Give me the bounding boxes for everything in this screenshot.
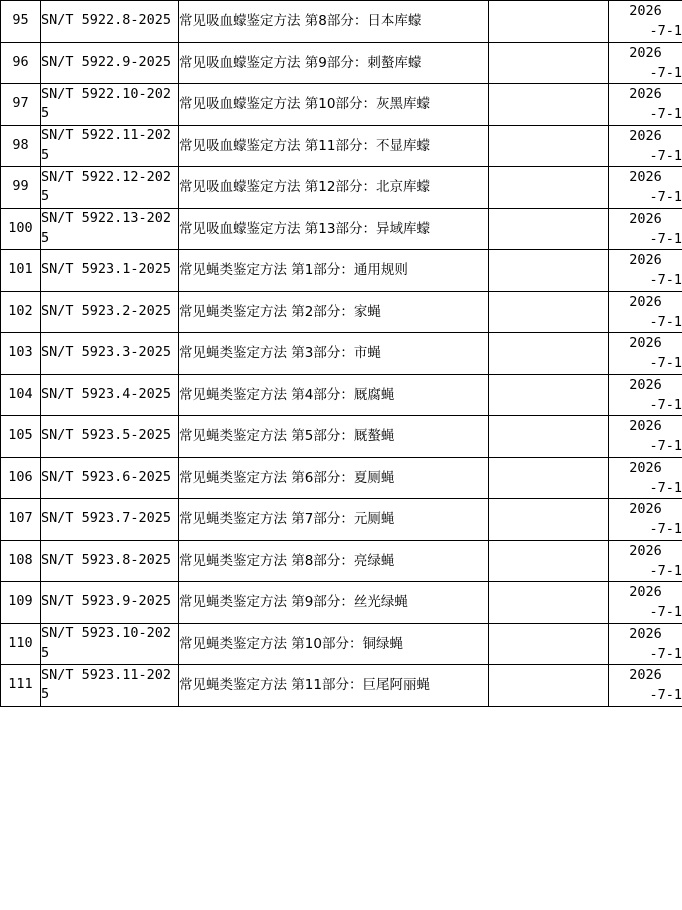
standard-title: 常见吸血蠓鉴定方法 第13部分：异域库蠓 (179, 208, 489, 250)
replaced-standard (489, 623, 609, 665)
table-row (1, 167, 682, 209)
date-year: 2026 (629, 252, 662, 268)
date-year: 2026 (629, 584, 662, 600)
standard-title: 常见蝇类鉴定方法 第10部分：铜绿蝇 (179, 623, 489, 665)
standard-code: SN/T 5922.8-2025 (41, 1, 179, 43)
replaced-standard (489, 250, 609, 292)
standard-code: SN/T 5923.4-2025 (41, 374, 179, 416)
date-monthday: -7-1 (649, 645, 682, 662)
row-number: 109 (1, 582, 41, 624)
replaced-standard (489, 125, 609, 167)
standard-title: 常见吸血蠓鉴定方法 第8部分：日本库蠓 (179, 1, 489, 43)
date-year: 2026 (629, 86, 662, 102)
standard-code: SN/T 5922.9-2025 (41, 42, 179, 84)
replaced-standard (489, 208, 609, 250)
date-monthday: -7-1 (649, 313, 682, 330)
standard-code: SN/T 5923.1-2025 (41, 250, 179, 292)
table-row (1, 208, 682, 250)
date-year: 2026 (629, 459, 662, 476)
table-row (1, 499, 682, 541)
date-year: 2026 (629, 667, 662, 683)
row-number: 102 (1, 291, 41, 333)
table-row (1, 374, 682, 416)
implementation-date (609, 540, 682, 582)
standard-title: 常见吸血蠓鉴定方法 第12部分：北京库蠓 (179, 167, 489, 209)
implementation-date (609, 582, 682, 624)
date-monthday: -7-1 (649, 189, 682, 206)
row-number: 95 (1, 1, 41, 43)
implementation-date (609, 42, 682, 84)
replaced-standard (489, 582, 609, 624)
standard-title: 常见蝇类鉴定方法 第11部分：巨尾阿丽蝇 (179, 665, 489, 707)
implementation-date (609, 125, 682, 167)
row-number: 103 (1, 333, 41, 375)
standard-code: SN/T 5922.13-2025 (41, 208, 179, 250)
table-row (1, 623, 682, 665)
date-year: 2026 (629, 44, 662, 61)
implementation-date (609, 250, 682, 292)
date-year: 2026 (629, 169, 662, 185)
standard-code: SN/T 5923.3-2025 (41, 333, 179, 375)
date-monthday: -7-1 (649, 562, 682, 579)
date-year: 2026 (629, 376, 662, 393)
standard-code: SN/T 5923.7-2025 (41, 499, 179, 541)
date-monthday: -7-1 (649, 230, 682, 247)
standard-code: SN/T 5923.6-2025 (41, 457, 179, 499)
standard-title: 常见蝇类鉴定方法 第9部分：丝光绿蝇 (179, 582, 489, 624)
date-monthday: -7-1 (649, 23, 682, 40)
replaced-standard (489, 457, 609, 499)
date-monthday: -7-1 (649, 521, 682, 538)
standard-code: SN/T 5923.8-2025 (41, 540, 179, 582)
standard-title: 常见蝇类鉴定方法 第6部分：夏厕蝇 (179, 457, 489, 499)
standard-code: SN/T 5923.5-2025 (41, 416, 179, 458)
date-year: 2026 (629, 501, 662, 517)
date-monthday: -7-1 (649, 396, 682, 413)
standard-title: 常见蝇类鉴定方法 第1部分：通用规则 (179, 250, 489, 292)
standard-title: 常见吸血蠓鉴定方法 第10部分：灰黑库蠓 (179, 84, 489, 126)
implementation-date (609, 208, 682, 250)
standard-title: 常见吸血蠓鉴定方法 第11部分：不显库蠓 (179, 125, 489, 167)
implementation-date (609, 1, 682, 43)
table-row (1, 291, 682, 333)
table-row (1, 540, 682, 582)
row-number: 110 (1, 623, 41, 665)
standard-title: 常见蝇类鉴定方法 第2部分：家蝇 (179, 291, 489, 333)
replaced-standard (489, 665, 609, 707)
date-monthday: -7-1 (649, 272, 682, 289)
implementation-date (609, 416, 682, 458)
row-number: 104 (1, 374, 41, 416)
replaced-standard (489, 333, 609, 375)
table-row (1, 582, 682, 624)
row-number: 111 (1, 665, 41, 707)
date-year: 2026 (629, 335, 662, 351)
replaced-standard (489, 416, 609, 458)
standard-code: SN/T 5922.11-2025 (41, 125, 179, 167)
replaced-standard (489, 499, 609, 541)
implementation-date (609, 623, 682, 665)
replaced-standard (489, 84, 609, 126)
standard-title: 常见蝇类鉴定方法 第3部分：市蝇 (179, 333, 489, 375)
table-row (1, 125, 682, 167)
implementation-date (609, 374, 682, 416)
standard-code: SN/T 5923.11-2025 (41, 665, 179, 707)
date-monthday: -7-1 (649, 64, 682, 81)
standard-code: SN/T 5922.10-2025 (41, 84, 179, 126)
row-number: 97 (1, 84, 41, 126)
standard-title: 常见蝇类鉴定方法 第5部分：厩螯蝇 (179, 416, 489, 458)
date-year: 2026 (629, 210, 662, 227)
replaced-standard (489, 42, 609, 84)
table-row (1, 1, 682, 43)
date-year: 2026 (629, 418, 662, 434)
table-row (1, 457, 682, 499)
date-monthday: -7-1 (649, 479, 682, 496)
standard-title: 常见吸血蠓鉴定方法 第9部分：刺螯库蠓 (179, 42, 489, 84)
row-number: 96 (1, 42, 41, 84)
implementation-date (609, 499, 682, 541)
table-row (1, 665, 682, 707)
standard-title: 常见蝇类鉴定方法 第7部分：元厕蝇 (179, 499, 489, 541)
standard-code: SN/T 5923.2-2025 (41, 291, 179, 333)
replaced-standard (489, 167, 609, 209)
standard-title: 常见蝇类鉴定方法 第4部分：厩腐蝇 (179, 374, 489, 416)
row-number: 101 (1, 250, 41, 292)
implementation-date (609, 291, 682, 333)
implementation-date (609, 457, 682, 499)
standard-code: SN/T 5922.12-2025 (41, 167, 179, 209)
date-year: 2026 (629, 3, 662, 19)
date-monthday: -7-1 (649, 687, 682, 704)
date-monthday: -7-1 (649, 438, 682, 455)
implementation-date (609, 167, 682, 209)
table-row (1, 42, 682, 84)
row-number: 99 (1, 167, 41, 209)
row-number: 100 (1, 208, 41, 250)
implementation-date (609, 333, 682, 375)
date-year: 2026 (629, 542, 662, 559)
date-monthday: -7-1 (649, 147, 682, 164)
table-body (1, 1, 682, 707)
row-number: 108 (1, 540, 41, 582)
row-number: 106 (1, 457, 41, 499)
replaced-standard (489, 374, 609, 416)
replaced-standard (489, 1, 609, 43)
table-row (1, 333, 682, 375)
table-row (1, 84, 682, 126)
row-number: 105 (1, 416, 41, 458)
date-monthday: -7-1 (649, 604, 682, 621)
date-year: 2026 (629, 127, 662, 144)
date-monthday: -7-1 (649, 106, 682, 123)
standard-code: SN/T 5923.10-2025 (41, 623, 179, 665)
table-row (1, 416, 682, 458)
date-monthday: -7-1 (649, 355, 682, 372)
standard-title: 常见蝇类鉴定方法 第8部分：亮绿蝇 (179, 540, 489, 582)
row-number: 107 (1, 499, 41, 541)
replaced-standard (489, 291, 609, 333)
table-row (1, 250, 682, 292)
replaced-standard (489, 540, 609, 582)
standard-code: SN/T 5923.9-2025 (41, 582, 179, 624)
date-year: 2026 (629, 625, 662, 642)
row-number: 98 (1, 125, 41, 167)
date-year: 2026 (629, 293, 662, 310)
implementation-date (609, 84, 682, 126)
implementation-date (609, 665, 682, 707)
